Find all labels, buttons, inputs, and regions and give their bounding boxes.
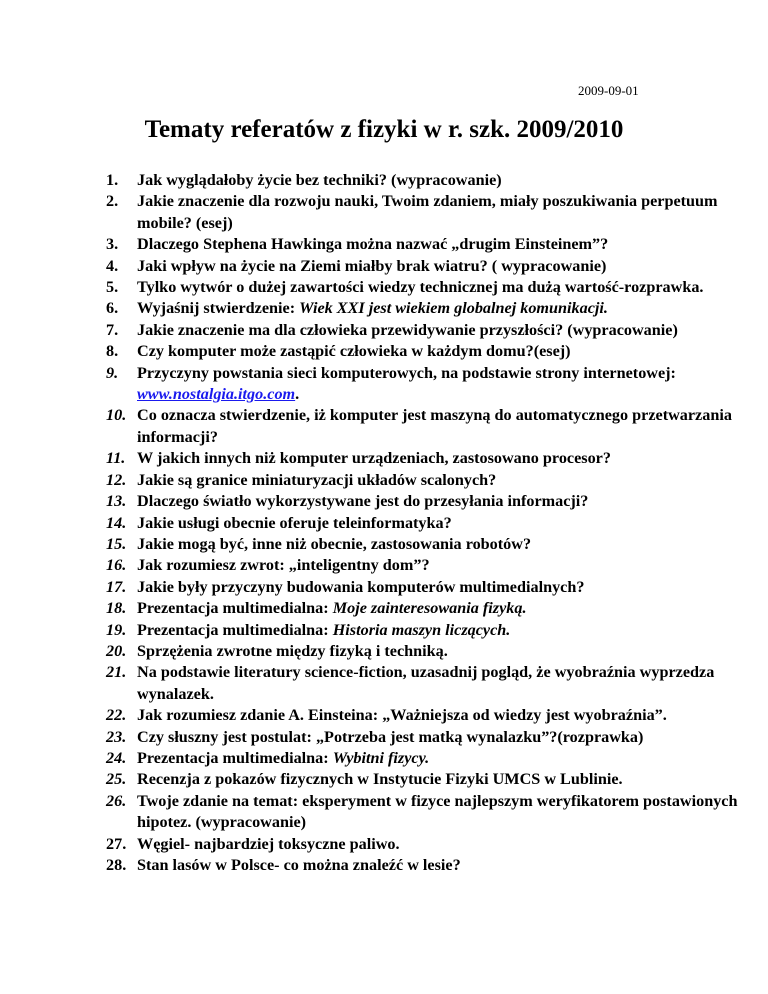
topic-text-part: Jakie znaczenie dla rozwoju nauki, Twoim zdaniem, miały poszukiwania perpetuum mobile? (esej) bbox=[137, 192, 718, 232]
topic-number: 4. bbox=[106, 256, 119, 275]
topic-number: 9. bbox=[106, 363, 119, 382]
topic-text bbox=[137, 535, 531, 553]
topic-text bbox=[137, 471, 496, 489]
topic-text-part: Recenzja z pokazów fizycznych w Instytucie Fizyki UMCS w Lublinie. bbox=[137, 770, 623, 789]
topic-text bbox=[137, 299, 608, 317]
topic-text bbox=[137, 364, 676, 403]
topic-number: 28. bbox=[106, 856, 127, 874]
topic-item bbox=[106, 234, 756, 255]
topic-text bbox=[137, 599, 527, 617]
topic-text-part: Sprzężenia zwrotne między fizyką i techniką. bbox=[137, 641, 448, 660]
topic-item bbox=[106, 577, 756, 598]
topic-item bbox=[106, 405, 756, 448]
topic-number: 27. bbox=[106, 834, 127, 853]
topic-item bbox=[106, 470, 756, 491]
topic-text bbox=[137, 171, 502, 189]
topic-text-part: . bbox=[295, 385, 300, 404]
topic-item bbox=[106, 598, 756, 619]
topic-text bbox=[137, 792, 737, 831]
topic-text bbox=[137, 514, 452, 532]
topic-item bbox=[106, 320, 756, 341]
topic-number: 11. bbox=[106, 449, 126, 468]
topic-number: 26. bbox=[106, 791, 127, 810]
topic-text bbox=[137, 556, 430, 574]
topic-text bbox=[137, 728, 643, 746]
topic-text bbox=[137, 321, 678, 339]
topic-text-part: Co oznacza stwierdzenie, iż komputer jest maszyną do automatycznego przetwarzania informacji? bbox=[137, 406, 732, 446]
topic-text-part: Jakie są granice miniaturyzacji układów scalonych? bbox=[137, 470, 497, 489]
topic-number: 25. bbox=[106, 770, 127, 789]
website-link[interactable]: www.nostalgia.itgo.com bbox=[137, 385, 296, 404]
topic-text-part: Czy słuszny jest postulat: „Potrzeba jest matką wynalazku”?(rozprawka) bbox=[137, 727, 644, 746]
topic-text bbox=[137, 856, 461, 874]
topic-item bbox=[106, 363, 756, 406]
topic-item bbox=[106, 256, 756, 277]
topic-text-part: Jakie były przyczyny budowania komputerów multimedialnych? bbox=[137, 577, 585, 596]
topic-text bbox=[137, 235, 608, 253]
topic-number: 5. bbox=[106, 278, 119, 297]
topic-item bbox=[106, 727, 756, 748]
topic-text-part: Jakie usługi obecnie oferuje teleinformatyka? bbox=[137, 513, 452, 532]
topic-emphasis: Historia maszyn liczących. bbox=[332, 620, 511, 639]
topic-number: 2. bbox=[106, 192, 119, 211]
topic-item bbox=[106, 748, 756, 769]
topic-item bbox=[106, 491, 756, 512]
topic-text-part: Dlaczego Stephena Hawkinga można nazwać „drugim Einsteinem”? bbox=[137, 235, 609, 254]
topic-text-part: Jak rozumiesz zwrot: „inteligentny dom”? bbox=[137, 556, 430, 575]
topic-item bbox=[106, 555, 756, 576]
topic-text-part: Twoje zdanie na temat: eksperyment w fizyce najlepszym weryfikatorem postawionych hipotez. (wypracowanie) bbox=[137, 791, 738, 832]
topic-number: 24. bbox=[106, 748, 127, 767]
topic-item bbox=[106, 641, 756, 662]
topic-item bbox=[106, 791, 756, 834]
topic-number: 17. bbox=[106, 577, 127, 596]
topic-item bbox=[106, 662, 756, 705]
topic-text-part: Jakie znaczenie ma dla człowieka przewidywanie przyszłości? (wypracowanie) bbox=[137, 320, 678, 339]
topic-text-part: Prezentacja multimedialna: bbox=[137, 620, 333, 639]
topic-number: 18. bbox=[106, 599, 127, 618]
topic-number: 13. bbox=[106, 492, 127, 511]
topic-text bbox=[137, 278, 703, 296]
topic-item bbox=[106, 834, 756, 855]
topic-item bbox=[106, 855, 756, 876]
topic-text bbox=[137, 342, 571, 360]
topic-list bbox=[106, 170, 756, 876]
topic-text-part: Wyjaśnij stwierdzenie: bbox=[137, 299, 300, 318]
topic-item bbox=[106, 448, 756, 469]
topic-item bbox=[106, 513, 756, 534]
topic-text-part: Jaki wpływ na życie na Ziemi miałby brak wiatru? ( wypracowanie) bbox=[137, 256, 607, 275]
topic-text-part: Dlaczego światło wykorzystywane jest do przesyłania informacji? bbox=[137, 492, 589, 511]
topic-text-part: Jak wyglądałoby życie bez techniki? (wypracowanie) bbox=[137, 171, 502, 189]
topic-text-part: Jakie mogą być, inne niż obecnie, zastosowania robotów? bbox=[137, 534, 532, 553]
topic-number: 10. bbox=[106, 406, 127, 425]
topic-number: 19. bbox=[106, 620, 127, 639]
topic-text bbox=[137, 578, 584, 596]
topic-emphasis: Wybitni fizycy. bbox=[332, 748, 430, 767]
topic-emphasis: Moje zainteresowania fizyką. bbox=[332, 599, 527, 618]
topic-number: 12. bbox=[106, 470, 127, 489]
topic-number: 22. bbox=[106, 706, 127, 725]
topic-text bbox=[137, 492, 588, 510]
topic-text bbox=[137, 257, 606, 275]
topic-text bbox=[137, 449, 611, 467]
topic-text bbox=[137, 706, 667, 724]
topic-text bbox=[137, 642, 448, 660]
topic-number: 3. bbox=[106, 235, 119, 254]
topic-number: 6. bbox=[106, 299, 119, 318]
topic-text-part: Prezentacja multimedialna: bbox=[137, 748, 333, 767]
topic-item bbox=[106, 620, 756, 641]
topic-item bbox=[106, 191, 756, 234]
topic-number: 15. bbox=[106, 534, 127, 553]
topic-text-part: W jakich innych niż komputer urządzeniach, zastosowano procesor? bbox=[137, 449, 611, 468]
topic-text bbox=[137, 621, 510, 639]
topic-item bbox=[106, 277, 756, 298]
topic-item bbox=[106, 534, 756, 555]
topic-number: 8. bbox=[106, 342, 119, 361]
topic-text bbox=[137, 749, 429, 767]
topic-text bbox=[137, 770, 623, 788]
topic-number: 14. bbox=[106, 513, 127, 532]
topic-number: 16. bbox=[106, 556, 127, 575]
topic-item bbox=[106, 170, 756, 191]
topic-text-part: Stan lasów w Polsce- co można znaleźć w lesie? bbox=[137, 856, 461, 874]
topic-number: 21. bbox=[106, 663, 127, 682]
topic-text-part: Czy komputer może zastąpić człowieka w każdym domu?(esej) bbox=[137, 342, 571, 361]
topic-number: 7. bbox=[106, 320, 119, 339]
topic-text-part: Na podstawie literatury science-fiction, uzasadnij pogląd, że wyobraźnia wyprzedza wynalazek. bbox=[137, 663, 715, 703]
topic-number: 20. bbox=[106, 641, 127, 660]
document-title: Tematy referatów z fizyki w r. szk. 2009/2010 bbox=[144, 116, 624, 143]
topic-item bbox=[106, 705, 756, 726]
topic-text-part: Przyczyny powstania sieci komputerowych, na podstawie strony internetowej: bbox=[137, 363, 676, 382]
topic-text-part: Węgiel- najbardziej toksyczne paliwo. bbox=[137, 834, 400, 853]
topic-item bbox=[106, 769, 756, 790]
topic-text bbox=[137, 663, 714, 702]
topic-text bbox=[137, 835, 400, 853]
topic-text-part: Prezentacja multimedialna: bbox=[137, 599, 333, 618]
topic-number: 1. bbox=[106, 171, 119, 189]
document-date: 2009-09-01 bbox=[578, 83, 639, 98]
topic-text-part: Tylko wytwór o dużej zawartości wiedzy technicznej ma dużą wartość-rozprawka. bbox=[137, 278, 704, 297]
topic-item bbox=[106, 298, 756, 319]
topic-item bbox=[106, 341, 756, 362]
topic-emphasis: Wiek XXI jest wiekiem globalnej komunikacji. bbox=[299, 299, 608, 318]
topic-text bbox=[137, 192, 718, 231]
topic-text bbox=[137, 406, 732, 445]
topic-text-part: Jak rozumiesz zdanie A. Einsteina: „Ważniejsza od wiedzy jest wyobraźnia”. bbox=[137, 706, 667, 725]
topic-number: 23. bbox=[106, 727, 127, 746]
